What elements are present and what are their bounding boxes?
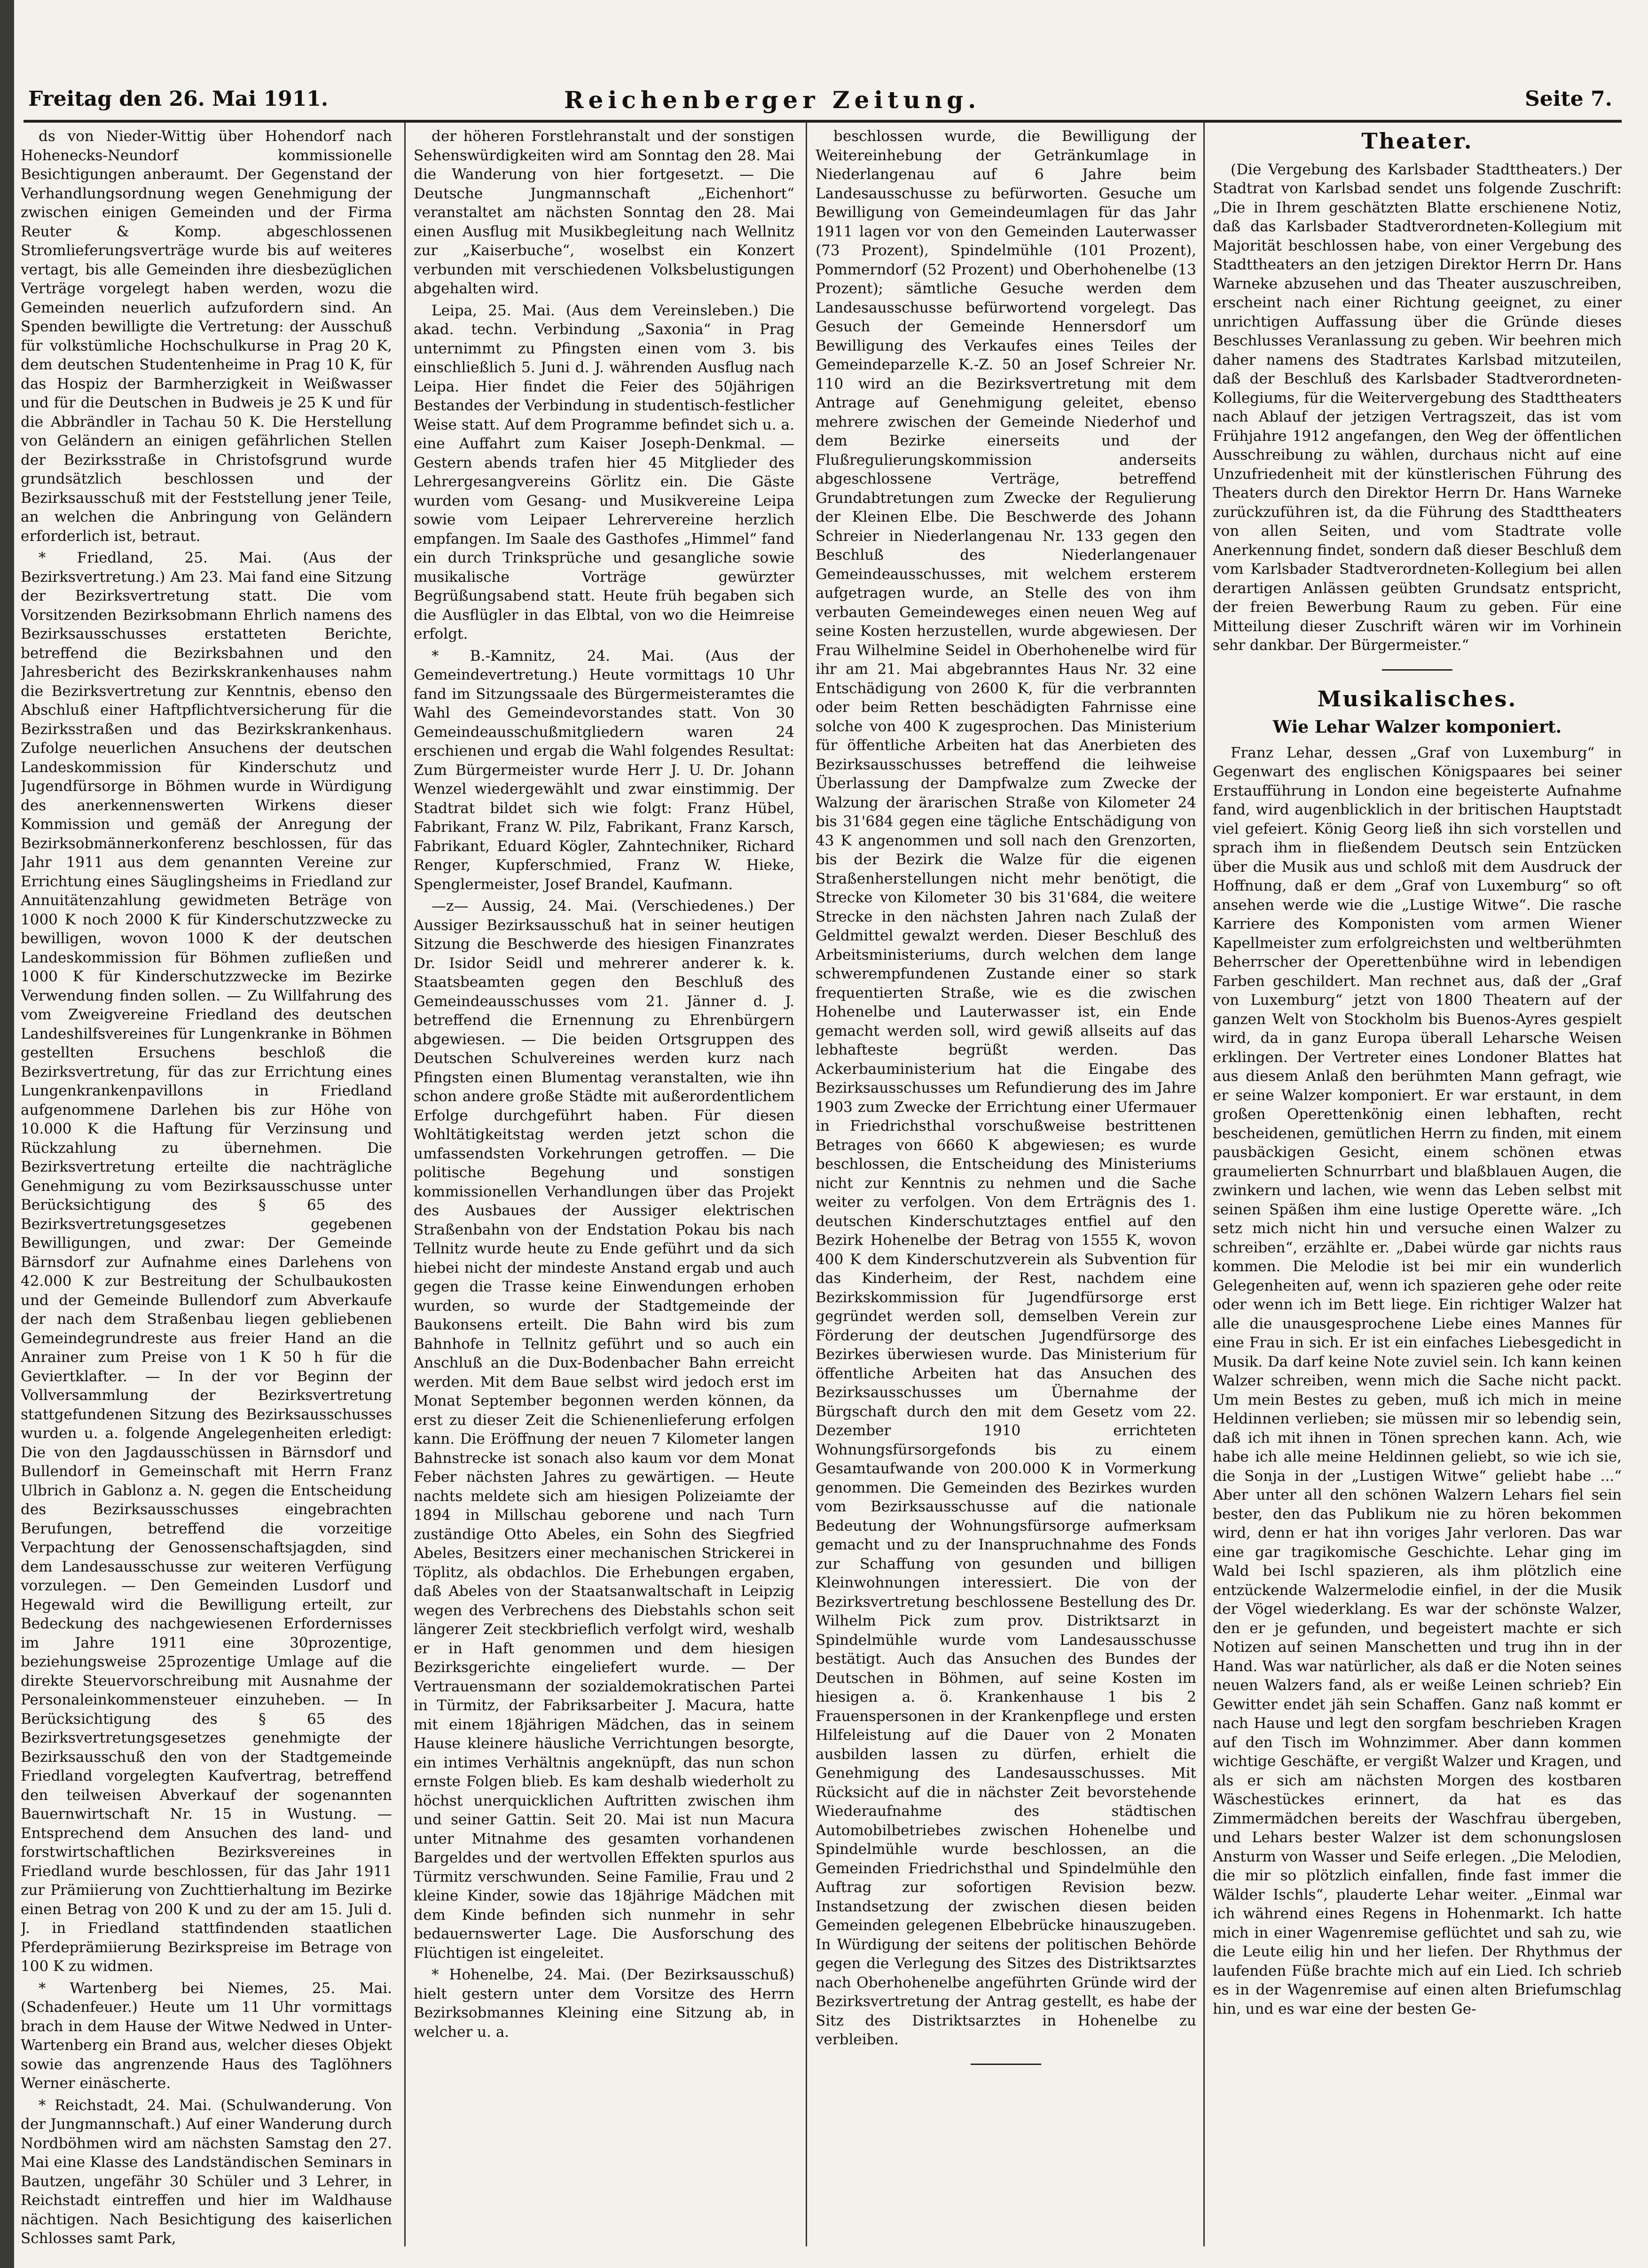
section-divider [1382, 669, 1452, 671]
article-paragraph: * Reichstadt, 24. Mai. (Schulwanderung. Von der Jungmannschaft.) Auf einer Wanderung durch Nordböhmen wird am nächsten Samstag den 27. Mai eine Klasse des Landständischen Seminars in Bautzen, ungefähr 30 Schüler und 3 Lehrer, in Reichstadt eintreffen und hier im Waldhause nächtigen. Nach Besichtigung des kaiserlichen Schlosses samt Park, [21, 2096, 392, 2247]
header-date: Freitag den 26. Mai 1911. [28, 87, 329, 111]
column-2 [414, 127, 794, 2251]
article-paragraph: ds von Nieder-Wittig über Hohendorf nach Hohenecks-Neundorf kommissionelle Besichtigungen anberaumt. Der Gegenstand der Verhandlungsordnung wegen Genehmigung der zwischen einigen Gemeinden und der Firma Reuter & Komp. abgeschlossenen Stromlieferungsverträge wurde bis auf weiteres vertagt, bis alle Gemeinden ihre diesbezüglichen Verträge vorgelegt haben werden, wozu die Gemeinden neuerlich aufzufordern sind. An Spenden bewilligte die Vertretung: der Ausschuß für volkstümliche Hochschulkurse in Prag 20 K, dem deutschen Studentenheime in Prag 10 K, für das Hospiz der Barmherzigkeit in Weißwasser und für die Deutschen in Budweis je 25 K und für die Abbrändler in Tachau 50 K. Die Herstellung von Geländern an einigen gefährlichen Stellen der Bezirksstraße in Christofsgrund wurde grundsätzlich beschlossen und der Bezirksausschuß mit der Feststellung jener Teile, an welchen die Anbringung von Geländern erforderlich ist, betraut. [21, 128, 392, 545]
article-paragraph: Leipa, 25. Mai. (Aus dem Vereinsleben.) Die akad. techn. Verbindung „Saxonia“ in Prag unternimmt zu Pfingsten einen vom 3. bis einschließlich 5. Juni d. J. währenden Ausflug nach Leipa. Hier findet die Feier des 50jährigen Bestandes der Verbindung in studentisch-festlicher Weise statt. Auf dem Programme befindet sich u. a. eine Auffahrt zum Kaiser Joseph-Denkmal. — Gestern abends trafen hier 45 Mitglieder des Lehrergesangvereins Görlitz ein. Die Gäste wurden vom Gesang- und Musikvereine Leipa sowie vom Leipaer Lehrervereine herzlich empfangen. Im Saale des Gasthofes „Himmel“ fand ein durch Trinksprüche und gesangliche sowie musikalische Vorträge gewürzter Begrüßungsabend statt. Heute früh begaben sich die Ausflügler in das Elbtal, von wo die Heimreise erfolgt. [414, 302, 794, 642]
music-subheading: Wie Lehar Walzer komponiert. [1272, 717, 1562, 737]
article-paragraph: —z— Aussig, 24. Mai. (Verschiedenes.) Der Aussiger Bezirksausschuß hat in seiner heutigen Sitzung die Beschwerde des hiesigen Finanzrates Dr. Isidor Seidl und mehrerer anderer k. k. Staatsbeamten gegen den Beschluß des Gemeindeausschusses vom 21. Jänner d. J. betreffend die Ernennung zu Ehrenbürgern abgewiesen. — Die beiden Ortsgruppen des Deutschen Schulvereines werden kurz nach Pfingsten einen Blumentag veranstalten, wie ihn schon andere große Städte mit außerordentlichem Erfolge durchgeführt haben. Für diesen Wohltätigkeitstag werden jetzt schon die umfassendsten Vorkehrungen getroffen. — Die politische Begehung und sonstigen kommissionellen Verhandlungen über das Projekt des Ausbaues der Aussiger elektrischen Straßenbahn von der Endstation Pokau bis nach Tellnitz wurde heute zu Ende geführt und da sich hiebei nicht der mindeste Anstand ergab und auch gegen die Trasse keine Einwendungen erhoben wurden, so wurde der Stadtgemeinde der Baukonsens erteilt. Die Bahn wird bis zum Bahnhofe in Tellnitz geführt und so auch ein Anschluß an die Dux-Bodenbacher Bahn erreicht werden. Mit dem Baue selbst wird jedoch erst im Monat September begonnen werden können, da erst zu dieser Zeit die Schienenlieferung erfolgen kann. Die Eröffnung der neuen 7 Kilometer langen Bahnstrecke ist sonach also kaum vor dem Monat Feber nächsten Jahres zu gewärtigen. — Heute nachts meldete sich am hiesigen Polizeiamte der 1894 in Millschau geborene und nach Turn zuständige Otto Abeles, ein Sohn des Siegfried Abeles, Besitzers einer mechanischen Strickerei in Töplitz, als obdachlos. Die Erhebungen ergaben, daß Abeles von der Staatsanwaltschaft in Leipzig wegen des Verbrechens des Diebstahls schon seit längerer Zeit steckbrieflich verfolgt wird, weshalb er in Haft genommen und dem hiesigen Bezirksgerichte eingeliefert wurde. — Der Vertrauensmann der sozialdemokratischen Partei in Türmitz, der Fabriksarbeiter J. Macura, hatte mit einem 18jährigen Mädchen, das in seinem Hause kleinere häusliche Verrichtungen besorgte, ein intimes Verhältnis angeknüpft, das nun schon ernste Folgen blieb. Es kam deshalb wiederholt zu höchst unerquicklichen Auftritten zwischen ihm und seiner Gattin. Seit 20. Mai ist nun Macura unter Mitnahme des gesamten vorhandenen Bargeldes und der wertvollen Effekten spurlos aus Türmitz verschwunden. Seine Familie, Frau und 2 kleine Kinder, sowie das 18jährige Mädchen mit dem Kinde befinden sich nunmehr in sehr bedauernswerter Lage. Die Ausforschung des Flüchtigen ist eingeleitet. [414, 898, 794, 1962]
article-paragraph: beschlossen wurde, die Bewilligung der Weitereinhebung der Getränkumlage in Niederlangenau auf 6 Jahre beim Landesausschusse zu befürworten. Gesuche um Bewilligung von Gemeindeumlagen für das Jahr 1911 lagen vor von den Gemeinden Lauterwasser (73 Prozent), Spindelmühle (101 Prozent), Pommerndorf (52 Prozent) und Oberhohenelbe (13 Prozent); sämtliche Gesuche werden dem Landesausschusse befürwortend vorgelegt. Das Gesuch der Gemeinde Hennersdorf um Bewilligung des Verkaufes eines Teiles der Gemeindeparzelle K.-Z. 50 an Josef Schreier Nr. 110 wird an die Bezirksvertretung mit dem Antrage auf Genehmigung geleitet, ebenso mehrere zwischen der Gemeinde Niederhof und dem Bezirke einerseits und der Flußregulierungskommission anderseits abgeschlossene Verträge, betreffend Grundabtretungen zum Zwecke der Regulierung der Kleinen Elbe. Die Beschwerde des Johann Schreier in Niederlangenau Nr. 133 gegen den Beschluß des Niederlangenauer Gemeindeausschusses, mit welchem ersterem aufgetragen wurde, an Stelle des von ihm verbauten Gemeindeweges einen neuen Weg auf seine Kosten herzustellen, wurde abgewiesen. Der Frau Wilhelmine Seidel in Oberhohenelbe wird für ihr am 21. Mai abgebranntes Haus Nr. 32 eine Entschädigung von 2600 K, für die verbrannten oder beim Retten beschädigten Fahrnisse eine solche von 400 K zugesprochen. Das Ministerium für öffentliche Arbeiten hat das Anerbieten des Bezirksausschusses betreffend die leihweise Überlassung der Dampfwalze zum Zwecke der Walzung der ärarischen Straße von Kilometer 24 bis 31'684 gegen eine tägliche Entschädigung von 43 K angenommen und soll nach den Grenzorten, bis der Bezirk die Walze für die eigenen Straßenherstellungen nicht mehr benötigt, die Strecke von Kilometer 30 bis 31'684, die weitere Strecke in den nächsten Jahren nach Zulaß der Geldmittel gewalzt werden. Dieser Beschluß des Arbeitsministeriums, durch welchen dem lange schwerempfundenen Zustande einer so stark frequentierten Straße, wie es die zwischen Hohenelbe und Lauterwasser ist, ein Ende gemacht werden soll, wird gewiß allseits auf das lebhafteste begrüßt werden. Das Ackerbauministerium hat die Eingabe des Bezirksausschusses um Refundierung des im Jahre 1903 zum Zwecke der Errichtung einer Ufermauer in Friedrichsthal vorschußweise bestrittenen Betrages von 6660 K abgewiesen; es wurde beschlossen, die Entscheidung des Ministeriums nicht zur Kenntnis zu nehmen und die Sache weiter zu verfolgen. Von dem Erträgnis des 1. deutschen Kinderschutztages entfiel auf den Bezirk Hohenelbe der Betrag von 1555 K, wovon 400 K dem Kinderschutzverein als Subvention für das Kinderheim, der Rest, nachdem eine Bezirkskommission für Jugendfürsorge erst gegründet werden soll, demselben Verein zur Förderung der deutschen Jugendfürsorge des Bezirkes überwiesen wurde. Das Ministerium für öffentliche Arbeiten hat das Ansuchen des Bezirksausschusses um Übernahme der Bürgschaft durch den mit dem Gesetz vom 22. Dezember 1910 errichteten Wohnungsfürsorgefonds bis zu einem Gesamtaufwande von 200.000 K in Vormerkung genommen. Die Gemeinden des Bezirkes wurden vom Bezirksausschusse auf die nationale Bedeutung der Wohnungsfürsorge aufmerksam gemacht und zu der Inanspruchnahme des Fonds zur Schaffung von gesunden und billigen Kleinwohnungen interessiert. Die von der Bezirksvertretung beschlossene Bestellung des Dr. Wilhelm Pick zum prov. Distriktsarzt in Spindelmühle wurde vom Landesausschusse bestätigt. Auch das Ansuchen des Bundes der Deutschen in Böhmen, auf seine Kosten im hiesigen a. ö. Krankenhause 1 bis 2 Frauenspersonen in der Krankenpflege und ersten Hilfeleistung auf die Dauer von 2 Monaten ausbilden lassen zu dürfen, erhielt die Genehmigung des Landesausschusses. Mit Rücksicht auf die in nächster Zeit bevorstehende Wiederaufnahme des städtischen Automobilbetriebes zwischen Hohenelbe und Spindelmühle wurde beschlossen, an die Gemeinden Friedrichsthal und Spindelmühle den Auftrag zur sofortigen Revision bezw. Instandsetzung der zwischen diesen beiden Gemeinden gelegenen Elbebrücke hinauszugeben. In Würdigung der seitens der politischen Behörde gegen die Verlegung des Sitzes des Distriktsarztes nach Oberhohenelbe angeführten Gründe wird der Bezirksvertretung der Antrag gestellt, es habe der Sitz des Distriktsarztes in Hohenelbe zu verbleiben. [816, 128, 1196, 2048]
column-4 [1213, 127, 1622, 2251]
page-header [24, 82, 1622, 123]
column-3 [816, 127, 1196, 2251]
music-heading: Musikalisches. [1317, 686, 1517, 712]
article-paragraph: * Hohenelbe, 24. Mai. (Der Bezirksausschuß) hielt gestern unter dem Vorsitze des Herrn Bezirksobmannes Kleining eine Sitzung ab, in welcher u. a. [414, 1966, 794, 2041]
newspaper-title: Reichenberger Zeitung. [564, 86, 981, 114]
column-1 [21, 127, 392, 2251]
article-paragraph: der höheren Forstlehranstalt und der sonstigen Sehenswürdigkeiten wird am Sonntag den 28. Mai die Wanderung von hier fortgesetzt. — Die Deutsche Jungmannschaft „Eichenhort“ veranstaltet am nächsten Sonntag den 28. Mai einen Ausflug mit Musikbegleitung nach Wellnitz zur „Kaiserbuche“, woselbst ein Konzert verbunden mit verschiedenen Volksbelustigungen abgehalten wird. [414, 128, 794, 297]
theater-heading: Theater. [1361, 128, 1473, 154]
article-paragraph: * Friedland, 25. Mai. (Aus der Bezirksvertretung.) Am 23. Mai fand eine Sitzung der Bezirksvertretung statt. Die vom Vorsitzenden Bezirksobmann Ehrlich namens des Bezirksausschusses erstatteten Berichte, betreffend die Bezirksbahnen und den Jahresbericht des Bezirkskrankenhauses nahm die Bezirksvertretung zur Kenntnis, ebenso den Abschluß einer Haftpflichtversicherung für die Bezirksstraßen und das Bezirkskrankenhaus. Zufolge neuerlichen Ansuchens der deutschen Landeskommission für Kinderschutz und Jugendfürsorge in Böhmen wurde in Würdigung des anerkennenswerten Wirkens dieser Kommission und gemäß der Anregung der Bezirksobmännerkonferenz beschlossen, für das Jahr 1911 aus dem genannten Vereine zur Errichtung eines Säuglingsheims in Friedland zur Annuitätenzahlung gewidmeten Beträge von 1000 K noch 2000 K für Kinderschutzzwecke zu bewilligen, wovon 1000 K der deutschen Landeskommission für Böhmen zufließen und 1000 K für Kinderschutzzwecke im Bezirke Verwendung finden sollen. — Zu Willfahrung des vom Zweigvereine Friedland des deutschen Landeshilfsvereines für Lungenkranke in Böhmen gestellten Ersuchens beschloß die Bezirksvertretung, für das zur Errichtung eines Lungenkrankenpavillons in Friedland aufgenommene Darlehen bis zur Höhe von 10.000 K die Haftung für Verzinsung und Rückzahlung zu übernehmen. Die Bezirksvertretung erteilte die nachträgliche Genehmigung zu vom Bezirksausschusse unter Berücksichtigung des § 65 des Bezirksvertretungsgesetzes gegebenen Bewilligungen, und zwar: Der Gemeinde Bärnsdorf zur Aufnahme eines Darlehens von 42.000 K zur Bestreitung der Schulbaukosten und der Gemeinde Bullendorf zum Abverkaufe der nach dem Straßenbau liegen gebliebenen Gemeindegrundreste aus freier Hand an die Anrainer zum Preise von 1 K 50 h für die Geviertklafter. — In der vor Beginn der Vollversammlung der Bezirksvertretung stattgefundenen Sitzung des Bezirksausschusses wurden u. a. folgende Angelegenheiten erledigt: Die von den Jagdausschüssen in Bärnsdorf und Bullendorf in Gemeinschaft mit Herrn Franz Ulbrich in Gablonz a. N. gegen die Entscheidung des Bezirksausschusses eingebrachten Berufungen, betreffend die vorzeitige Verpachtung der Genossenschaftsjagden, sind dem Landesausschusse zur weiteren Verfügung vorzulegen. — Den Gemeinden Lusdorf und Hegewald wird die Bewilligung erteilt, zur Bedeckung des nachgewiesenen Erfordernisses im Jahre 1911 eine 30prozentige, beziehungsweise 25prozentige Umlage auf die direkte Steuervorschreibung mit Ausnahme der Personaleinkommensteuer einzuheben. — In Berücksichtigung des § 65 des Bezirksvertretungsgesetzes genehmigte der Bezirksausschuß den von der Stadtgemeinde Friedland vorgelegten Kaufvertrag, betreffend den teilweisen Abverkauf der sogenannten Bauernwirtschaft Nr. 15 in Wustung. — Entsprechend dem Ansuchen des land- und forstwirtschaftlichen Bezirksvereines in Friedland wurde beschlossen, für das Jahr 1911 zur Prämiierung von Zuchttierhaltung im Bezirke einen Betrag von 200 K und zu der am 15. Juli d. J. in Friedland stattfindenden staatlichen Pferdeprämiierung Bezirkspreise im Betrage von 100 K zu widmen. [21, 549, 392, 1975]
page-number: Seite 7. [1524, 87, 1612, 111]
column-rule [806, 122, 807, 2246]
scan-edge-shadow [0, 0, 14, 2268]
section-divider [971, 2064, 1041, 2065]
article-paragraph: * B.-Kamnitz, 24. Mai. (Aus der Gemeindevertretung.) Heute vormittags 10 Uhr fand im Sitzungssaale des Bürgermeisteramtes die Wahl des Gemeindevorstandes statt. Von 30 Gemeindeausschußmitgliedern waren 24 erschienen und ergab die Wahl folgendes Resultat: Zum Bürgermeister wurde Herr J. U. Dr. Johann Wenzel wiedergewählt und zwar einstimmig. Der Stadtrat bildet sich wie folgt: Franz Hübel, Fabrikant, Franz W. Pilz, Fabrikant, Franz Karsch, Fabrikant, Eduard Kögler, Zahntechniker, Richard Renger, Kupferschmied, Franz W. Hieke, Spenglermeister, Josef Brandel, Kaufmann. [414, 647, 794, 893]
column-rule [404, 122, 406, 2246]
music-article: Franz Lehar, dessen „Graf von Luxemburg“ in Gegenwart des englischen Königspaares bei seiner Erstaufführung in London eine begeisterte Aufnahme fand, wird augenblicklich in der britischen Hauptstadt viel gefeiert. König Georg ließ ihn sich vorstellen und sprach ihm in fließendem Deutsch sein Entzücken über die Musik aus und schloß mit dem Ausdruck der Hoffnung, daß er dem „Graf von Luxemburg“ so oft ansehen werde wie die „Lustige Witwe“. Die rasche Karriere des Komponisten vom armen Wiener Kapellmeister zum erfolgreichsten und weltberühmten Beherrscher der Operettenbühne wird in lebendigen Farben geschildert. Man rechnet aus, daß der „Graf von Luxemburg“ jetzt von 1800 Theatern auf der ganzen Welt von Stockholm bis Buenos-Ayres gespielt wird, da in ganz Europa überall Leharsche Weisen erklingen. Der Vertreter eines Londoner Blattes hat aus diesem Anlaß den berühmten Mann gefragt, wie er seine Walzer komponiert. Er war erstaunt, in dem großen Operettenkönig einen lebhaften, recht bescheidenen, gemütlichen Herrn zu finden, mit einem pausbäckigen Gesicht, einem schönen etwas graumelierten Schnurrbart und blaßblauen Augen, die zwinkern und lachen, wie wenn das Leben selbst mit seinen Späßen ihm eine lustige Operette wäre. „Ich setz mich nicht hin und versuche einen Walzer zu schreiben“, erzählte er. „Dabei würde gar nichts raus kommen. Die Melodie ist bei mir ein wunderlich Gelegenheiten auf, wenn ich spazieren gehe oder reite oder wenn ich im Bett liege. Ein richtiger Walzer hat alle die unausgesprochene Liebe eines Mannes für eine Frau in sich. Er ist ein einfaches Liebesgedicht in Musik. Da darf keine Note zuviel sein. Ich kann keinen Walzer schreiben, wenn mich die Sache nicht packt. Um mein Bestes zu geben, muß ich mich in meine Heldinnen verlieben; sie müssen mir so lebendig sein, daß ich mit ihnen in Tönen sprechen kann. Ach, wie habe ich alle meine Heldinnen geliebt, so wie ich sie, die Sonja in der „Lustigen Witwe“ geliebt habe ...“ Aber unter all den schönen Walzern Lehars fiel sein bester, den das Publikum nie zu hören bekommen wird, denn er hat ihn voriges Jahr verloren. Das war eine gar tragikomische Geschichte. Lehar ging im Wald bei Ischl spazieren, als ihm plötzlich eine entzückende Walzermelodie einfiel, in der die Musik der Vögel wiederklang. Es war der schönste Walzer, den er je gefunden, und begeistert machte er sich Notizen auf seinen Manschetten und trug ihn in der Hand. Was war natürlicher, als daß er die Noten seines neuen Walzers fand, als er weiße Leinen schrieb? Ein Gewitter endet jäh sein Schaffen. Ganz naß kommt er nach Hause und legt den sorgfam beschrieben Kragen auf den Tisch im Wohnzimmer. Aber dann kommen wichtige Geschäfte, er vergißt Walzer und Kragen, und als er sich am nächsten Morgen des kostbaren Wäschestückes erinnert, da hat es das Zimmermädchen bereits der Waschfrau übergeben, und Lehars bester Walzer ist dem schonungslosen Ansturm von Wasser und Seife erlegen. „Die Melodien, die mir so plötzlich einfallen, finde fast immer die Wälder Ischls“, plauderte Lehar weiter. „Einmal war ich während eines Regens in Hohenmarkt. Ich hatte mich in einer Wagenremise geflüchtet und sah zu, wie die Leute eilig hin und her liefen. Der Rhythmus der laufenden Füße brachte mich auf ein Lied. Ich schrieb es in der Wagenremise auf einen alten Briefumschlag hin, und es war eine der besten Ge- [1213, 744, 1622, 2018]
column-rule [1203, 122, 1205, 2246]
theater-article: (Die Vergebung des Karlsbader Stadttheaters.) Der Stadtrat von Karlsbad sendet uns folgende Zuschrift: „Die in Ihrem geschätzten Blatte erschienene Notiz, daß das Karlsbader Stadtverordneten-Kollegium mit Majorität beschlossen habe, von einer Vergebung des Stadttheaters an den jetzigen Direktor Herrn Dr. Hans Warneke abzusehen und das Theater auszuschreiben, erscheint nach einer Richtung geeignet, zu einer unrichtigen Auffassung über die Gründe dieses Beschlusses Veranlassung zu geben. Wir beehren mich daher namens des Stadtrates Karlsbad mitzuteilen, daß der Beschluß des Karlsbader Stadtverordneten-Kollegiums, für die Weitervergebung des Stadttheaters nach Ablauf der jetzigen Vertragszeit, das ist vom Frühjahre 1912 angefangen, den Weg der öffentlichen Ausschreibung zu wählen, durchaus nicht auf eine Unzufriedenheit mit der künstlerischen Führung des Theaters durch den Direktor Herrn Dr. Hans Warneke zurückzuführen ist, da die Führung des Stadttheaters von allen Seiten, und vom Stadtrate volle Anerkennung findet, sondern daß dieser Beschluß dem vom Karlsbader Stadtverordneten-Kollegium bei allen derartigen Anlässen geübten Grundsatz entspricht, der freien Bewerbung Raum zu geben. Für eine Mitteilung dieser Zuschrift wären wir im Vorhinein sehr dankbar. Der Bürgermeister.“ [1213, 161, 1622, 654]
article-paragraph: * Wartenberg bei Niemes, 25. Mai. (Schadenfeuer.) Heute um 11 Uhr vormittags brach in dem Hause der Witwe Nedwed in Unter-Wartenberg ein Brand aus, welcher dieses Objekt sowie das angrenzende Haus des Taglöhners Werner einäscherte. [21, 1979, 392, 2092]
